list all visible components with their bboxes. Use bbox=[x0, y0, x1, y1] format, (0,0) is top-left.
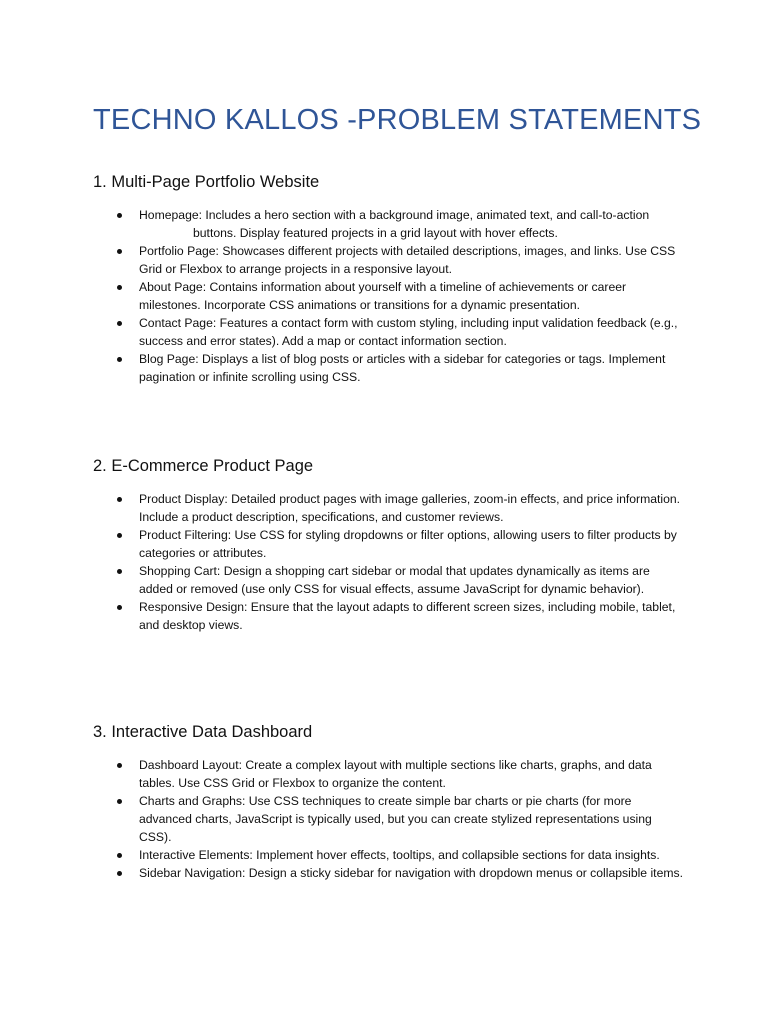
bullet-icon bbox=[117, 763, 122, 768]
list-item-text: Interactive Elements: Implement hover effects, tooltips, and collapsible sections for data insights. bbox=[139, 848, 660, 862]
bullet-icon bbox=[117, 853, 122, 858]
list-item bbox=[93, 526, 683, 562]
list-item-text: Homepage: Includes a hero section with a background image, animated text, and call-to-action bbox=[139, 208, 650, 222]
list-item-text: Contact Page: Features a contact form with custom styling, including input validation feedback (e.g., success and error states). Add a map or contact information section. bbox=[139, 316, 678, 348]
bullet-icon bbox=[117, 533, 122, 538]
bullet-icon bbox=[117, 249, 122, 254]
bullet-list bbox=[93, 206, 683, 386]
list-item-text: Portfolio Page: Showcases different projects with detailed descriptions, images, and links. Use CSS Grid or Flexbox to arrange projects in a responsive layout. bbox=[139, 244, 676, 276]
bullet-icon bbox=[117, 799, 122, 804]
list-item bbox=[93, 792, 683, 846]
list-item-text: Sidebar Navigation: Design a sticky sidebar for navigation with dropdown menus or collapsible items. bbox=[139, 866, 683, 880]
bullet-icon bbox=[117, 569, 122, 574]
list-item-text: Charts and Graphs: Use CSS techniques to create simple bar charts or pie charts (for more advanced charts, JavaScript is typically used, but you can create stylized representations using CSS). bbox=[139, 794, 652, 844]
bullet-icon bbox=[117, 213, 122, 218]
section-data-dashboard bbox=[93, 723, 683, 882]
list-item bbox=[93, 278, 683, 314]
bullet-icon bbox=[117, 497, 122, 502]
list-item bbox=[93, 350, 683, 386]
list-item-text: Dashboard Layout: Create a complex layout with multiple sections like charts, graphs, and data tables. Use CSS Grid or Flexbox to organize the content. bbox=[139, 758, 652, 790]
list-item bbox=[93, 756, 683, 792]
list-item-text: Responsive Design: Ensure that the layout adapts to different screen sizes, including mobile, tablet, and desktop views. bbox=[139, 600, 676, 632]
section-heading: 1. Multi-Page Portfolio Website bbox=[93, 173, 320, 191]
list-item-text: Blog Page: Displays a list of blog posts or articles with a sidebar for categories or tags. Implement pagination or infinite scrolling using CSS. bbox=[139, 352, 666, 384]
section-heading: 3. Interactive Data Dashboard bbox=[93, 723, 313, 741]
document-title: TECHNO KALLOS -PROBLEM STATEMENTS bbox=[93, 104, 702, 136]
list-item-text: Product Display: Detailed product pages with image galleries, zoom-in effects, and price information. Include a product description, specifications, and customer reviews. bbox=[139, 492, 681, 524]
list-item-text: Product Filtering: Use CSS for styling dropdowns or filter options, allowing users to filter products by categories or attributes. bbox=[139, 528, 677, 560]
list-item-text: buttons. Display featured projects in a grid layout with hover effects. bbox=[193, 226, 558, 240]
bullet-icon bbox=[117, 605, 122, 610]
bullet-icon bbox=[117, 285, 122, 290]
bullet-icon bbox=[117, 871, 122, 876]
bullet-list bbox=[93, 490, 683, 634]
list-item bbox=[93, 846, 683, 864]
list-item bbox=[93, 598, 683, 634]
section-heading: 2. E-Commerce Product Page bbox=[93, 457, 314, 475]
list-item bbox=[93, 314, 683, 350]
section-ecommerce-product-page bbox=[93, 457, 683, 634]
list-item-text: Shopping Cart: Design a shopping cart sidebar or modal that updates dynamically as items are added or removed (use only CSS for visual effects, assume JavaScript for dynamic behavior). bbox=[139, 564, 650, 596]
list-item bbox=[93, 562, 683, 598]
list-item bbox=[93, 206, 683, 242]
list-item bbox=[93, 490, 683, 526]
bullet-icon bbox=[117, 357, 122, 362]
list-item bbox=[93, 242, 683, 278]
bullet-list bbox=[93, 756, 683, 882]
list-item bbox=[93, 864, 683, 882]
section-portfolio-website bbox=[93, 173, 683, 386]
bullet-icon bbox=[117, 321, 122, 326]
list-item-text: About Page: Contains information about yourself with a timeline of achievements or career milestones. Incorporate CSS animations or transitions for a dynamic presentation. bbox=[139, 280, 627, 312]
